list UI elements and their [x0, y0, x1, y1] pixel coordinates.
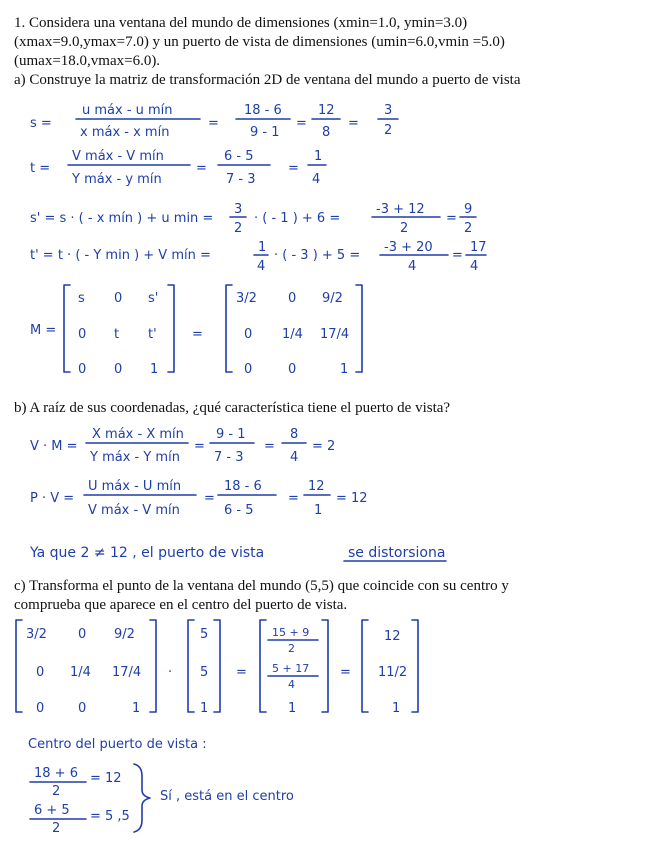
matrix-bracket-left — [64, 285, 70, 372]
svg-text:5: 5 — [200, 665, 209, 680]
svg-text:=: = — [288, 161, 299, 176]
svg-text:= 5 ,5: = 5 ,5 — [90, 809, 130, 824]
svg-text:1: 1 — [288, 701, 297, 716]
center-conclusion: Sí , está en el centro — [160, 789, 294, 804]
t-prime-derivation — [30, 240, 487, 274]
svg-text:0: 0 — [244, 327, 253, 342]
svg-text:2: 2 — [288, 642, 295, 655]
svg-text:2: 2 — [400, 221, 409, 236]
t-num-3: 1 — [314, 149, 323, 164]
svg-text:= 12: = 12 — [336, 491, 368, 506]
svg-text:0: 0 — [78, 701, 87, 716]
s-prime-line: s' = s · ( - x mín ) + u min = — [30, 211, 214, 226]
svg-text:=: = — [288, 491, 299, 506]
svg-text:0: 0 — [288, 362, 297, 377]
s-num-3: 12 — [318, 103, 335, 118]
s-numerator: u máx - u mín — [82, 103, 173, 118]
t-num-2: 6 - 5 — [224, 149, 254, 164]
svg-text:4: 4 — [257, 259, 266, 274]
s-denominator: x máx - x mín — [80, 125, 170, 140]
svg-text:8: 8 — [290, 427, 299, 442]
conclusion-underlined: se distorsiona — [348, 545, 446, 561]
part-c-line-1: c) Transforma el punto de la ventana del mundo (5,5) que coincide con su centro y — [14, 578, 509, 594]
svg-text:18 + 6: 18 + 6 — [34, 766, 78, 781]
part-a-heading: a) Construye la matriz de transformación 2D de ventana del mundo a puerto de vista — [14, 72, 521, 88]
svg-text:0: 0 — [36, 701, 45, 716]
viewport-aspect-ratio — [30, 479, 368, 518]
svg-text:· ( - 1 ) + 6 =: · ( - 1 ) + 6 = — [254, 211, 341, 226]
pv-lhs: P · V = — [30, 491, 75, 506]
svg-text:17/4: 17/4 — [320, 327, 350, 342]
intro-line-1: 1. Considera una ventana del mundo de dimensiones (xmin=1.0, ymin=3.0) — [14, 15, 468, 31]
svg-text:2: 2 — [234, 221, 243, 236]
s-derivation — [30, 103, 398, 140]
svg-text:2: 2 — [52, 821, 61, 836]
svg-text:=: = — [208, 116, 219, 131]
svg-text:6 - 5: 6 - 5 — [224, 503, 254, 518]
point-transformation — [16, 620, 418, 716]
svg-text:3/2: 3/2 — [236, 291, 257, 306]
svg-text:1: 1 — [132, 701, 141, 716]
svg-text:t: t — [114, 327, 120, 342]
svg-text:-3 + 20: -3 + 20 — [384, 240, 433, 255]
svg-text:t': t' — [148, 327, 157, 342]
s-den-2: 9 - 1 — [250, 125, 280, 140]
svg-text:9/2: 9/2 — [322, 291, 343, 306]
svg-text:6 + 5: 6 + 5 — [34, 803, 70, 818]
svg-text:= 12: = 12 — [90, 771, 122, 786]
t-derivation — [30, 149, 326, 187]
t-numerator: V máx - V mín — [72, 149, 164, 164]
s-prime-derivation — [30, 202, 476, 236]
t-den-3: 4 — [312, 172, 321, 187]
matrix-bracket-right — [168, 285, 174, 372]
svg-text:U máx - U mín: U máx - U mín — [88, 479, 182, 494]
svg-text:5 + 17: 5 + 17 — [272, 662, 310, 675]
svg-text:=: = — [340, 665, 351, 680]
svg-text:s': s' — [148, 291, 159, 306]
svg-text:12: 12 — [384, 629, 401, 644]
svg-text:1/4: 1/4 — [282, 327, 303, 342]
svg-text:X máx - X mín: X máx - X mín — [92, 427, 184, 442]
s-num-2: 18 - 6 — [244, 103, 282, 118]
matrix-m — [30, 285, 362, 377]
svg-text:=: = — [296, 116, 307, 131]
svg-text:11/2: 11/2 — [378, 665, 408, 680]
svg-text:1: 1 — [314, 503, 323, 518]
vm-lhs: V · M = — [30, 439, 78, 454]
svg-text:9: 9 — [464, 202, 473, 217]
svg-text:9/2: 9/2 — [114, 627, 135, 642]
part-c-line-2: comprueba que aparece en el centro del puerto de vista. — [14, 597, 348, 613]
svg-text:7 - 3: 7 - 3 — [214, 450, 244, 465]
svg-text:=: = — [194, 439, 205, 454]
svg-text:17/4: 17/4 — [112, 665, 142, 680]
svg-text:0: 0 — [114, 291, 123, 306]
svg-text:= 2: = 2 — [312, 439, 336, 454]
svg-text:=: = — [446, 211, 457, 226]
window-aspect-ratio — [30, 427, 335, 465]
svg-text:1: 1 — [150, 362, 159, 377]
svg-text:5: 5 — [200, 627, 209, 642]
viewport-center-check — [28, 737, 294, 836]
conclusion-text: Ya que 2 ≠ 12 , el puerto de vista — [30, 545, 265, 561]
svg-text:1: 1 — [340, 362, 349, 377]
svg-text:4: 4 — [470, 259, 479, 274]
distortion-conclusion — [29, 545, 446, 561]
svg-text:=: = — [264, 439, 275, 454]
svg-text:3/2: 3/2 — [26, 627, 47, 642]
svg-text:1/4: 1/4 — [70, 665, 91, 680]
svg-text:0: 0 — [288, 291, 297, 306]
svg-text:· ( - 3 ) + 5 =: · ( - 3 ) + 5 = — [274, 248, 361, 263]
svg-text:2: 2 — [52, 784, 61, 799]
svg-text:0: 0 — [114, 362, 123, 377]
intro-line-2: (xmax=9.0,ymax=7.0) y un puerto de vista de dimensiones (umin=6.0,vmin =5.0) — [14, 34, 505, 50]
svg-text:s: s — [78, 291, 85, 306]
intro-line-3: (umax=18.0,vmax=6.0). — [14, 53, 161, 69]
svg-text:9 - 1: 9 - 1 — [216, 427, 246, 442]
s-lhs: s = — [30, 116, 52, 131]
svg-text:0: 0 — [244, 362, 253, 377]
svg-text:0: 0 — [78, 627, 87, 642]
svg-text:=: = — [192, 327, 203, 342]
t-lhs: t = — [30, 161, 51, 176]
svg-text:1: 1 — [200, 701, 209, 716]
svg-text:0: 0 — [36, 665, 45, 680]
svg-text:15 + 9: 15 + 9 — [272, 626, 310, 639]
center-title: Centro del puerto de vista : — [28, 737, 207, 752]
svg-text:12: 12 — [308, 479, 325, 494]
svg-text:V máx - V mín: V máx - V mín — [88, 503, 180, 518]
s-den-4: 2 — [384, 123, 393, 138]
t-prime-line: t' = t · ( - Y min ) + V mín = — [30, 248, 211, 263]
svg-text:4: 4 — [290, 450, 299, 465]
svg-text:=: = — [348, 116, 359, 131]
svg-text:2: 2 — [464, 221, 473, 236]
matrix-m-lhs: M = — [30, 323, 57, 338]
svg-text:4: 4 — [288, 678, 295, 691]
svg-text:·: · — [168, 665, 173, 680]
t-denominator: Y máx - y mín — [72, 172, 162, 187]
t-den-2: 7 - 3 — [226, 172, 256, 187]
s-den-3: 8 — [322, 125, 331, 140]
curly-brace — [134, 764, 150, 832]
part-b-heading: b) A raíz de sus coordenadas, ¿qué característica tiene el puerto de vista? — [14, 400, 451, 416]
svg-text:3: 3 — [234, 202, 243, 217]
svg-text:-3 + 12: -3 + 12 — [376, 202, 425, 217]
svg-text:1: 1 — [258, 240, 267, 255]
svg-text:=: = — [204, 491, 215, 506]
svg-text:1: 1 — [392, 701, 401, 716]
svg-text:0: 0 — [78, 327, 87, 342]
svg-text:Y máx - Y mín: Y máx - Y mín — [90, 450, 180, 465]
svg-text:18 - 6: 18 - 6 — [224, 479, 262, 494]
svg-text:17: 17 — [470, 240, 487, 255]
s-num-4: 3 — [384, 103, 393, 118]
svg-text:=: = — [452, 248, 463, 263]
svg-text:4: 4 — [408, 259, 417, 274]
svg-text:=: = — [236, 665, 247, 680]
svg-text:0: 0 — [78, 362, 87, 377]
svg-text:=: = — [196, 161, 207, 176]
